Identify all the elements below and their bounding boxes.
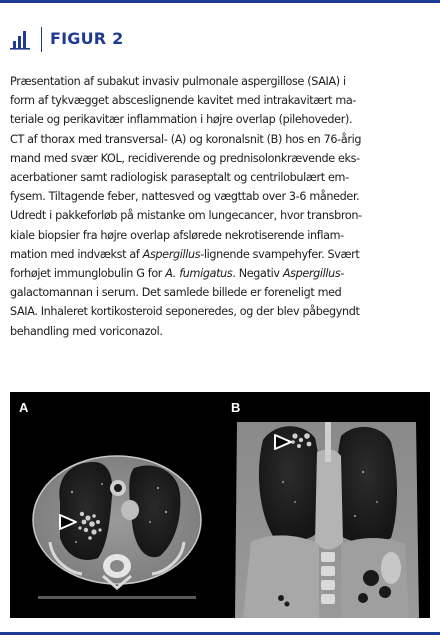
caption-text-run: CT af thorax med transversal- (A) og koronalsnit (B) hos en 76-årig xyxy=(10,132,362,146)
ct-panel-a xyxy=(10,392,219,618)
figure-header xyxy=(0,27,440,57)
caption-text-run: . Negativ xyxy=(232,267,283,281)
caption-text-run: mand med svær KOL, recidiverende og prednisolonkrævende eks- xyxy=(10,151,360,165)
caption-text-run: fysem. Tiltagende feber, nattesved og vægttab over 3-6 måneder. xyxy=(10,190,360,204)
caption-text-run: - xyxy=(340,267,345,281)
caption-line xyxy=(10,245,434,264)
figure-title: FIGUR 2 xyxy=(50,29,124,48)
caption-line xyxy=(10,72,434,91)
header-divider xyxy=(41,27,42,52)
caption-italic-run: Aspergillus xyxy=(282,267,341,281)
caption-line xyxy=(10,302,434,321)
caption-italic-run: A. fumigatus xyxy=(165,267,233,281)
caption-text-run: mation med indvækst af xyxy=(10,247,143,261)
figure-caption xyxy=(10,72,434,341)
caption-text-run: behandling med voriconazol. xyxy=(10,324,163,338)
caption-line xyxy=(10,283,434,302)
caption-text-run: kiale biopsier fra højre overlap afslørede nekrotiserende inflam- xyxy=(10,228,344,242)
caption-line xyxy=(10,91,434,110)
caption-line xyxy=(10,110,434,129)
top-rule xyxy=(0,0,440,3)
coronal-ct-image xyxy=(223,392,430,618)
caption-line xyxy=(10,206,434,225)
caption-text-run: -lignende svampehyfer. Svært xyxy=(200,247,360,261)
caption-line xyxy=(10,149,434,168)
caption-line xyxy=(10,187,434,206)
caption-text-run: galactomannan i serum. Det samlede billede er foreneligt med xyxy=(10,286,342,300)
caption-italic-run: Aspergillus xyxy=(142,247,201,261)
bar-chart-icon xyxy=(10,27,34,51)
caption-line xyxy=(10,264,434,283)
caption-text-run: forhøjet immunglobulin G for xyxy=(10,267,166,281)
ct-panel-b xyxy=(223,392,430,618)
caption-line xyxy=(10,322,434,341)
panel-label-a: A xyxy=(19,400,29,415)
bottom-rule xyxy=(0,632,440,635)
caption-text-run: acerbationer samt radiologisk paraseptalt og centrilobulært em- xyxy=(10,171,349,185)
caption-text-run: Udredt i pakkeforløb på mistanke om lungecancer, hvor transbron- xyxy=(10,209,362,223)
caption-line xyxy=(10,168,434,187)
ct-image-pair xyxy=(10,392,430,618)
caption-text-run: teriale og perikavitær inflammation i højre overlap (pilehoveder). xyxy=(10,113,353,127)
caption-text-run: SAIA. Inhaleret kortikosteroid seponeredes, og der blev påbegyndt xyxy=(10,305,360,319)
transversal-ct-image xyxy=(10,392,219,618)
arrowhead-marker-b xyxy=(273,433,293,451)
caption-text-run: form af tykvægget absceslignende kavitet med intrakavitært ma- xyxy=(10,94,357,108)
panel-label-b: B xyxy=(231,400,241,415)
arrowhead-marker-a xyxy=(58,513,78,531)
caption-line xyxy=(10,130,434,149)
caption-line xyxy=(10,226,434,245)
caption-text-run: Præsentation af subakut invasiv pulmonale aspergillose (SAIA) i xyxy=(10,75,346,88)
